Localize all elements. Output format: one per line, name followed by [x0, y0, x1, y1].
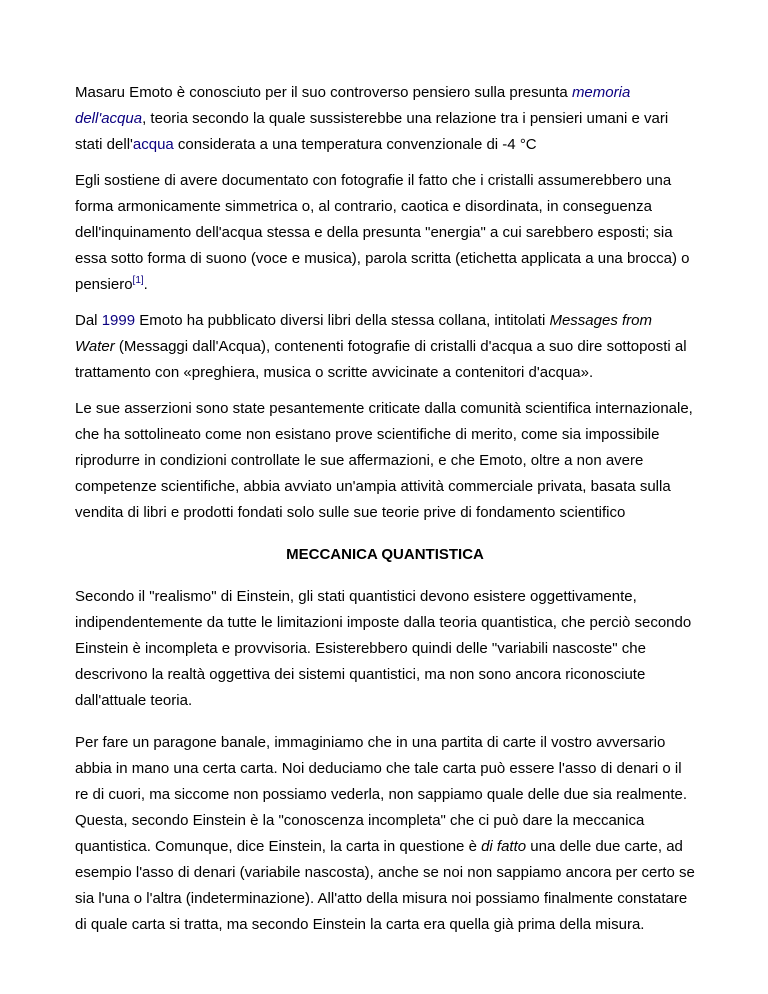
link-acqua[interactable]: acqua: [132, 136, 174, 153]
text: Per fare un paragone banale, immaginiamo che in una partita di carte il vostro avversario abbia in mano una certa carta. Noi deduciamo che tale carta può essere l'asso di denari o il re di cuori, ma siccome non possiamo vederla, non sappiamo quale delle due sia realmente. Questa, secondo Einstein è la "conoscenza incompleta" che ci può dare la meccanica quantistica. Comunque, dice Einstein, la carta in questione è: [75, 734, 688, 855]
text: .: [143, 276, 148, 293]
text: Dal: [75, 312, 102, 329]
document-page: [75, 80, 695, 948]
text: , teoria secondo la quale sussisterebbe una relazione tra i pensieri umani e vari stati dell': [75, 110, 669, 153]
section-heading: MECCANICA QUANTISTICA: [286, 546, 484, 563]
link-memoria-acqua[interactable]: memoria dell'acqua: [75, 84, 631, 127]
paragraph-realismo: Secondo il "realismo" di Einstein, gli stati quantistici devono esistere oggettivamente, indipendentemente da tutte le limitazioni imposte dalla teoria quantistica, che perciò secondo Einstein è incompleta e provvisoria. Esisterebbero quindi delle "variabili nascoste" che descrivono la realtà oggettiva dei sistemi quantistici, ma non sono ancora riconosciute dall'attuale teoria.: [75, 588, 692, 709]
emphasis: di fatto: [481, 838, 527, 855]
text: (Messaggi dall'Acqua), contenenti fotografie di cristalli d'acqua a suo dire sottoposti al trattamento con «preghiera, musica o scritte avvicinate a contenitori d'acqua».: [75, 338, 687, 381]
text: Emoto ha pubblicato diversi libri della stessa collana, intitolati: [135, 312, 550, 329]
book-title: Messages from Water: [75, 312, 652, 355]
paragraph-critiche: Le sue asserzioni sono state pesantemente criticate dalla comunità scientifica internazionale, che ha sottolineato come non esistano prove scientifiche di merito, come sia impossibile riprodurre in condizioni controllate le sue affermazioni, e che Emoto, oltre a non avere competenze scientifiche, abbia avviato un'ampia attività commerciale privata, basata sulla vendita di libri e prodotti fondati solo sulle sue teorie prive di fondamento scientifico: [75, 400, 693, 521]
link-year-1999[interactable]: 1999: [101, 312, 136, 329]
text: Egli sostiene di avere documentato con fotografie il fatto che i cristalli assumerebbero una forma armonicamente simmetrica o, al contrario, caotica e disordinata, in conseguenza dell'inquinamento dell'acqua stessa e della presunta "energia" a cui sarebbero esposti; sia essa sotto forma di suono (voce e musica), parola scritta (etichetta applicata a una brocca) o pensiero: [75, 172, 690, 293]
text: considerata a una temperatura convenzionale di -4 °C: [173, 136, 537, 153]
paragraph-libri: [75, 308, 695, 386]
paragraph-cristalli: [75, 168, 695, 298]
text: una delle due carte, ad esempio l'asso di denari (variabile nascosta), anche se noi non sappiamo ancora per certo se sia l'una o l'altra (indeterminazione). All'atto della misura noi possiamo finalmente constatare di quale carta si tratta, ma secondo Einstein la carta era quella già prima della misura.: [75, 838, 695, 933]
reference-1[interactable]: [1]: [132, 275, 144, 286]
paragraph-emoto-intro: [75, 80, 695, 158]
paragraph-carte: [75, 730, 695, 938]
text: Masaru Emoto è conosciuto per il suo controverso pensiero sulla presunta: [75, 84, 572, 101]
